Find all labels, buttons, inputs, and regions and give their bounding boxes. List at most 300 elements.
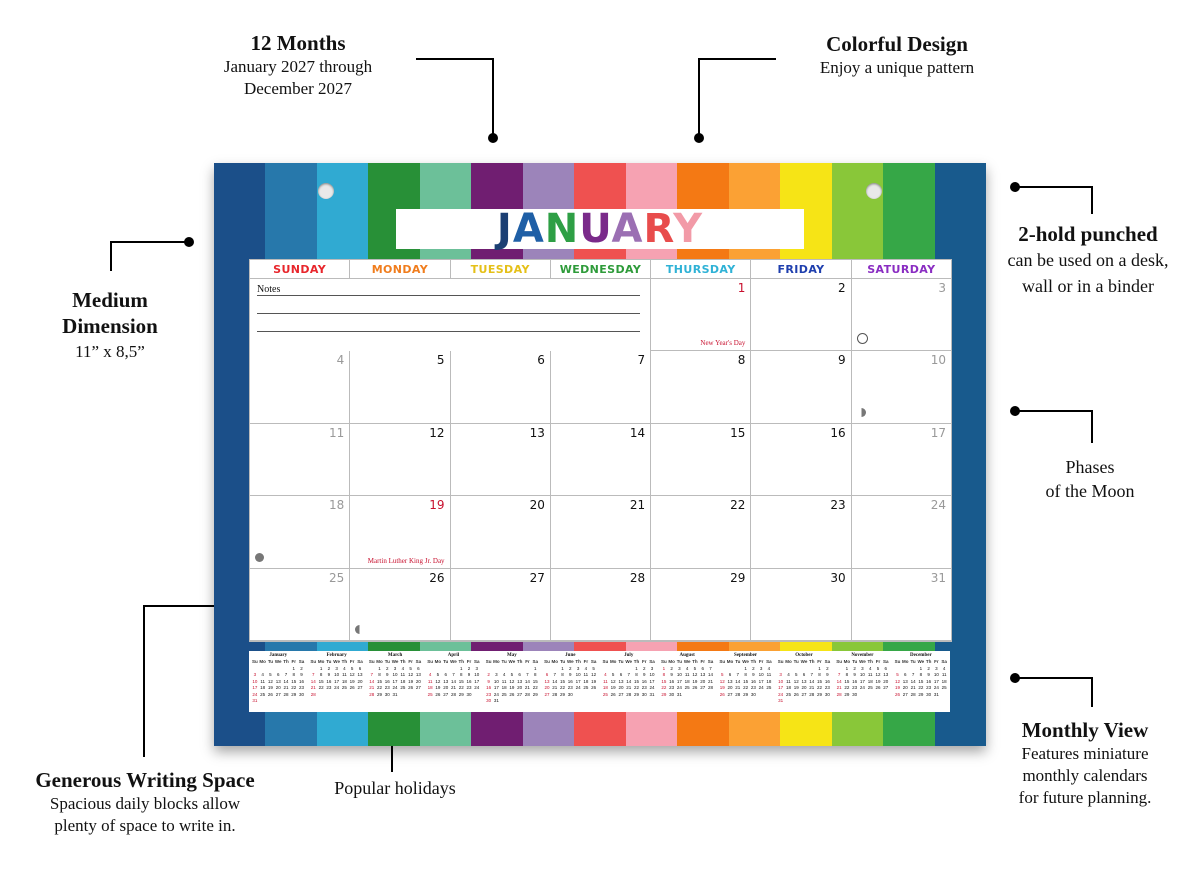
mini-day: 29: [844, 691, 850, 697]
mini-day: 5: [721, 672, 724, 677]
day-cell[interactable]: [751, 279, 851, 350]
mini-day: 3: [759, 665, 763, 671]
day-cell[interactable]: [250, 569, 350, 640]
day-cell[interactable]: [852, 279, 951, 350]
mini-day: 4: [868, 665, 872, 671]
mini-day: 31: [493, 698, 499, 703]
mini-day: 3: [475, 665, 479, 671]
mini-day: 21: [524, 685, 530, 690]
mini-day: 20: [902, 685, 908, 690]
mini-weekday: Th: [925, 659, 932, 664]
day-number: 19: [429, 498, 445, 513]
mini-day: 15: [918, 678, 924, 684]
mini-day: 8: [662, 672, 666, 677]
mini-day: 12: [793, 678, 799, 684]
mini-day: 14: [310, 678, 316, 684]
mini-day: 24: [758, 685, 764, 690]
mini-day: 18: [341, 678, 347, 684]
mini-weekday: We: [742, 659, 749, 664]
mini-day: 16: [326, 678, 332, 684]
day-cell[interactable]: [451, 496, 551, 567]
mini-month-name: July: [624, 653, 634, 658]
mini-weekday: Tu: [443, 659, 449, 664]
day-cell[interactable]: [651, 279, 751, 350]
moon-phase-new-icon: [255, 553, 264, 562]
mini-days: [309, 666, 363, 699]
mini-day: 5: [510, 672, 514, 677]
mini-day: 30: [750, 691, 756, 697]
day-cell[interactable]: [751, 424, 851, 495]
mini-day: 18: [260, 685, 266, 690]
mini-day: 5: [409, 665, 412, 671]
mini-weekday: Mo: [726, 659, 734, 664]
day-number: 23: [830, 498, 846, 513]
mini-weekday: We: [566, 659, 574, 664]
mini-day: 7: [284, 672, 288, 677]
mini-weekday: We: [625, 659, 633, 664]
mini-day: 17: [392, 678, 398, 684]
mini-day: 28: [310, 691, 316, 697]
mini-day: 1: [561, 665, 564, 671]
mini-day: 23: [750, 685, 756, 690]
mini-calendar-april: [424, 651, 482, 712]
weekday-tuesday: TUESDAY: [451, 260, 551, 278]
mini-weekday: Th: [458, 659, 464, 664]
mini-weekday: Su: [836, 659, 842, 664]
mini-day: 2: [487, 672, 490, 677]
mini-day: 12: [875, 672, 881, 677]
punch-hole-right: [866, 183, 882, 199]
day-cell[interactable]: [350, 351, 450, 422]
mini-day: 2: [300, 665, 303, 671]
mini-day: 8: [459, 672, 463, 677]
mini-day: 29: [634, 691, 640, 697]
annotation-colorful-design: [790, 31, 1004, 79]
mini-day: 27: [883, 685, 889, 690]
mini-day: 21: [626, 685, 632, 690]
mini-day: 28: [524, 691, 530, 697]
mini-day: 26: [591, 685, 597, 690]
mini-day: 11: [867, 672, 873, 677]
mini-day: 14: [707, 672, 713, 677]
mini-day: 17: [575, 678, 581, 684]
day-cell[interactable]: [751, 496, 851, 567]
mini-day: 8: [533, 672, 537, 677]
mini-weekday: Fr: [817, 659, 822, 664]
mini-weekday: Tu: [910, 659, 916, 664]
week-row: [250, 569, 951, 641]
mini-day: 16: [641, 678, 647, 684]
mini-weekday: Su: [252, 659, 258, 664]
mini-day: 27: [517, 691, 523, 697]
mini-day: 10: [474, 672, 480, 677]
mini-day: 9: [853, 672, 856, 677]
mini-day: 19: [408, 678, 414, 684]
mini-weekday: Su: [310, 659, 317, 664]
day-number: 1: [737, 281, 746, 295]
mini-weekday: Th: [692, 659, 698, 664]
mini-day: 25: [785, 691, 791, 697]
weekday-thursday: THURSDAY: [651, 260, 751, 278]
mini-weekday: Fr: [875, 659, 881, 664]
mini-day: 16: [824, 678, 830, 684]
mini-day: 22: [743, 685, 749, 690]
week-row: [250, 351, 951, 423]
notes-area[interactable]: [250, 279, 650, 351]
mini-day: 19: [509, 685, 515, 690]
day-number: 15: [730, 425, 746, 440]
mini-day: 3: [935, 665, 938, 671]
mini-day: 9: [927, 672, 930, 677]
mini-weekday: Su: [719, 659, 726, 664]
day-cell[interactable]: [852, 496, 951, 567]
mini-weekday: Th: [867, 659, 873, 664]
day-cell[interactable]: [651, 351, 751, 422]
annotation-text: December 2027: [243, 79, 353, 98]
moon-phase-half-l-icon: [355, 625, 364, 634]
mini-day: 21: [809, 685, 815, 690]
mini-weekday: Su: [894, 659, 901, 664]
mini-day: 8: [818, 672, 821, 677]
mini-day: 13: [275, 678, 281, 684]
mini-day: 21: [735, 685, 741, 690]
mini-day: 5: [436, 672, 440, 677]
mini-day: 15: [560, 678, 566, 684]
mini-day: 29: [532, 691, 538, 697]
day-cell[interactable]: [451, 569, 551, 640]
mini-day: 27: [275, 691, 281, 697]
mini-day: 22: [376, 685, 382, 690]
mini-weekday: Fr: [291, 659, 296, 664]
annotation-text: plenty of space to write in.: [54, 816, 236, 835]
day-cell[interactable]: [751, 351, 851, 422]
day-cell[interactable]: [250, 496, 350, 567]
mini-day: 13: [727, 678, 733, 684]
annotation-text: can be used on a desk,: [1007, 250, 1169, 270]
mini-day: 13: [415, 672, 421, 677]
mini-day: 9: [467, 672, 471, 677]
mini-day: 31: [933, 691, 939, 697]
mini-day: 24: [474, 685, 480, 690]
mini-calendar-june: [541, 651, 599, 712]
mini-day: 30: [486, 698, 492, 703]
mini-day: 3: [779, 672, 782, 677]
mini-day: 23: [852, 685, 858, 690]
mini-day: 2: [643, 665, 646, 671]
day-number: 20: [529, 498, 545, 513]
mini-weekday: We: [333, 659, 340, 664]
mini-day: 30: [299, 691, 305, 697]
mini-days: [485, 666, 539, 705]
mini-day: 28: [283, 691, 289, 697]
day-cell[interactable]: [651, 569, 751, 640]
mini-weekday: Mo: [668, 659, 675, 664]
day-cell[interactable]: [651, 424, 751, 495]
mini-day: 23: [824, 685, 830, 690]
mini-days: [368, 666, 422, 699]
annotation-title: Dimension: [62, 314, 158, 338]
day-cell[interactable]: [551, 569, 651, 640]
mini-day: 8: [319, 672, 323, 677]
mini-day: 23: [299, 685, 305, 690]
day-cell[interactable]: [250, 351, 350, 422]
annotation-text: monthly calendars: [1022, 766, 1148, 785]
mini-day: 15: [532, 678, 538, 684]
mini-day: 7: [627, 672, 630, 677]
mini-day: 26: [875, 685, 881, 690]
annotation-monthly-view: [990, 717, 1180, 809]
mini-day: 10: [252, 678, 258, 684]
day-cell[interactable]: [250, 424, 350, 495]
mini-day: 24: [676, 685, 682, 690]
mini-weekday: Mo: [785, 659, 792, 664]
mini-day: 9: [670, 672, 673, 677]
mini-day: 6: [444, 672, 447, 677]
mini-weekday: Tu: [501, 659, 507, 664]
annotation-text: wall or in a binder: [1022, 276, 1154, 296]
mini-day: 19: [435, 685, 441, 690]
holiday-label: Martin Luther King Jr. Day: [367, 556, 445, 565]
mini-day: 13: [883, 672, 889, 677]
mini-day: 17: [493, 685, 499, 690]
mini-weekday: Tu: [267, 659, 274, 664]
mini-month-name: September: [734, 653, 758, 658]
mini-days: [777, 666, 831, 705]
mini-day: 7: [452, 672, 455, 677]
mini-weekday: We: [450, 659, 457, 664]
mini-day: 27: [443, 691, 449, 697]
mini-day: 25: [684, 685, 690, 690]
day-cell[interactable]: [551, 351, 651, 422]
month-title-letter: U: [579, 206, 612, 252]
day-number: 7: [637, 353, 646, 368]
mini-weekday: Fr: [700, 659, 705, 664]
mini-day: 13: [902, 678, 908, 684]
mini-day: 11: [786, 678, 791, 684]
mini-day: 7: [553, 672, 557, 677]
mini-day: 4: [584, 665, 588, 671]
mini-day: 18: [583, 678, 589, 684]
mini-month-name: June: [565, 653, 576, 658]
mini-day: 22: [817, 685, 823, 690]
day-number: 21: [629, 498, 646, 513]
day-cell[interactable]: [852, 569, 951, 640]
mini-day: 26: [509, 691, 515, 697]
mini-month-name: January: [269, 653, 288, 658]
mini-month-name: February: [326, 653, 347, 658]
mini-calendar-december: [892, 651, 950, 712]
day-number: 31: [930, 570, 946, 585]
mini-day: 25: [867, 685, 873, 690]
mini-day: 8: [845, 672, 849, 677]
mini-day: 27: [727, 691, 733, 697]
day-number: 6: [537, 353, 545, 368]
mini-calendar-september: [716, 651, 774, 712]
mini-weekday: Th: [633, 659, 640, 664]
mini-day: 26: [435, 691, 441, 697]
mini-day: 10: [933, 672, 939, 677]
mini-month-name: December: [910, 653, 932, 658]
holiday-label: New Year's Day: [700, 339, 746, 348]
mini-weekday: Mo: [902, 659, 909, 664]
annotation-popular-holidays: [300, 776, 490, 800]
mini-days: [894, 666, 948, 699]
mini-month-name: August: [679, 653, 695, 658]
mini-month-name: May: [507, 653, 517, 658]
mini-day: 17: [676, 678, 682, 684]
mini-day: 15: [291, 678, 297, 684]
mini-day: 25: [260, 691, 266, 697]
mini-day: 26: [267, 691, 273, 697]
mini-day: 21: [707, 678, 713, 684]
mini-day: 2: [467, 665, 471, 671]
mini-weekday: Fr: [583, 659, 589, 664]
mini-day: 8: [378, 672, 381, 677]
mini-day: 5: [876, 665, 880, 671]
day-cell[interactable]: [751, 569, 851, 640]
annotation-text: Enjoy a unique pattern: [819, 58, 975, 77]
mini-day: 3: [650, 665, 654, 671]
mini-day: 12: [895, 678, 901, 684]
mini-weekday: Fr: [349, 659, 355, 664]
mini-day: 5: [693, 665, 697, 671]
mini-day: 10: [493, 678, 499, 684]
mini-day: 20: [357, 678, 363, 684]
mini-days: [718, 666, 772, 699]
mini-day: 8: [292, 672, 295, 677]
mini-weekday: Sa: [357, 659, 363, 664]
mini-day: 14: [450, 678, 456, 684]
day-cell[interactable]: [451, 351, 551, 422]
day-number: 10: [930, 353, 946, 368]
mini-day: 2: [670, 665, 673, 671]
mini-day: 8: [635, 672, 638, 677]
day-number: 25: [329, 570, 345, 585]
mini-day: 14: [524, 678, 530, 684]
annotation-phases-of-moon: [1000, 455, 1180, 503]
month-title-letter: Y: [673, 206, 704, 252]
mini-day: 1: [919, 665, 923, 671]
day-cell[interactable]: [551, 424, 651, 495]
mini-weekday: Sa: [590, 659, 597, 664]
mini-month-name: October: [795, 653, 813, 658]
mini-day: 27: [544, 691, 550, 697]
mini-day: 4: [343, 665, 346, 671]
mini-weekday: We: [391, 659, 399, 664]
day-number: 2: [838, 281, 846, 295]
day-cell[interactable]: [350, 569, 450, 640]
day-cell[interactable]: [551, 496, 651, 567]
mini-day: 15: [817, 678, 823, 684]
mini-day: 13: [801, 678, 807, 684]
mini-day: 5: [611, 672, 615, 677]
mini-day: 20: [443, 685, 449, 690]
mini-day: 18: [684, 678, 690, 684]
day-cell[interactable]: [852, 351, 951, 422]
mini-day: 15: [376, 678, 382, 684]
mini-day: 23: [567, 685, 573, 690]
mini-day: 15: [318, 678, 324, 684]
mini-day: 24: [778, 691, 784, 697]
mini-day: 1: [378, 665, 381, 671]
mini-day: 20: [517, 685, 523, 690]
mini-day: 27: [801, 691, 807, 697]
mini-day: 4: [502, 672, 506, 677]
mini-weekday: We: [859, 659, 866, 664]
notes-line: [257, 313, 640, 314]
mini-day: 18: [400, 678, 406, 684]
mini-weekday: We: [917, 659, 925, 664]
day-number: 13: [529, 425, 545, 440]
mini-day: 25: [400, 685, 406, 690]
mini-day: 19: [610, 685, 616, 690]
mini-weekday: Th: [575, 659, 581, 664]
mini-day: 16: [486, 685, 492, 690]
mini-day: 26: [793, 691, 799, 697]
mini-day: 9: [386, 672, 389, 677]
mini-day: 10: [676, 672, 682, 677]
mini-weekday: Su: [602, 659, 609, 664]
mini-day: 11: [684, 672, 690, 677]
mini-day: 14: [552, 678, 558, 684]
month-title: [496, 206, 704, 252]
day-cell[interactable]: [350, 424, 450, 495]
day-cell[interactable]: [350, 496, 450, 567]
mini-day: 30: [641, 691, 647, 697]
mini-day: 2: [927, 665, 930, 671]
mini-day: 12: [435, 678, 441, 684]
mini-day: 4: [942, 665, 946, 671]
mini-day: 10: [778, 678, 784, 684]
annotation-text: 11” x 8,5”: [75, 342, 145, 361]
month-title-letter: A: [512, 206, 545, 252]
mini-day: 4: [767, 665, 771, 671]
mini-weekday: Fr: [408, 659, 413, 664]
moon-phase-half-r-icon: [857, 408, 866, 417]
mini-weekday: Mo: [376, 659, 383, 664]
mini-day: 19: [267, 685, 273, 690]
day-cell[interactable]: [451, 424, 551, 495]
weekday-saturday: SATURDAY: [867, 262, 936, 276]
annotation-text: for future planning.: [1018, 788, 1152, 807]
mini-day: 10: [649, 672, 655, 677]
annotation-title: Medium: [72, 288, 148, 312]
weekday-monday: MONDAY: [350, 260, 450, 278]
mini-day: 22: [291, 685, 297, 690]
mini-day: 1: [662, 665, 666, 671]
mini-day: 30: [824, 691, 830, 697]
mini-day: 3: [576, 665, 580, 671]
mini-weekday: Sa: [649, 659, 655, 664]
mini-day: 29: [560, 691, 566, 697]
mini-calendar-october: [775, 651, 833, 712]
mini-weekday: Su: [544, 659, 550, 664]
mini-day: 13: [700, 672, 706, 677]
mini-day: 25: [583, 685, 589, 690]
month-title-letter: N: [544, 206, 580, 252]
day-cell[interactable]: [651, 496, 751, 567]
mini-day: 18: [427, 685, 433, 690]
mini-day: 21: [450, 685, 456, 690]
mini-day: 1: [319, 665, 323, 671]
mini-day: 3: [253, 672, 257, 677]
mini-day: 14: [910, 678, 916, 684]
mini-day: 26: [349, 685, 355, 690]
mini-day: 8: [919, 672, 923, 677]
mini-day: 17: [758, 678, 764, 684]
day-cell[interactable]: [852, 424, 951, 495]
mini-day: 27: [902, 691, 908, 697]
